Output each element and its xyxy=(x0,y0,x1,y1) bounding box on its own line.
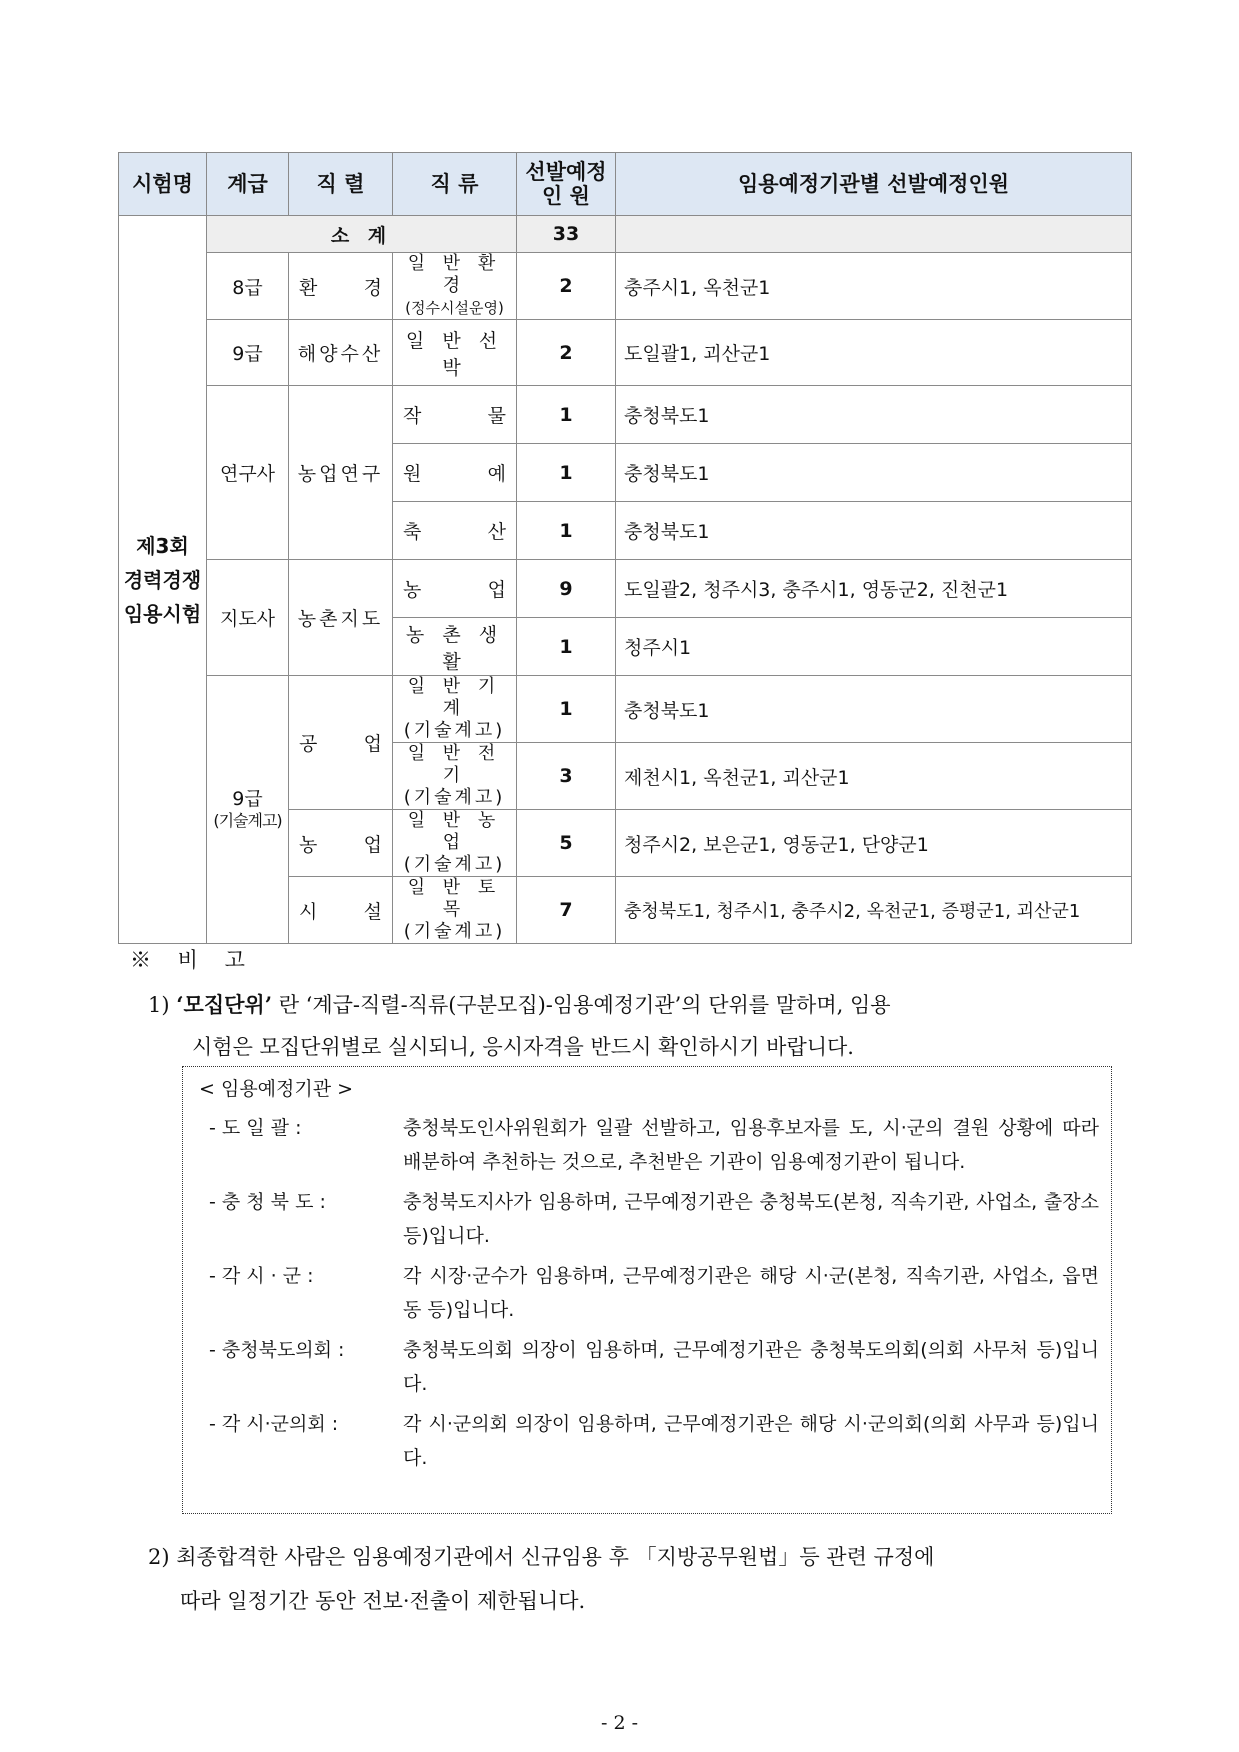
table-row: 9급 (기술계고) 공 업 일 반 기 계 (기술계고) 1 충청북도1 xyxy=(119,676,1132,743)
table-row: 일 반 전 기 (기술계고) 3 제천시1, 옥천군1, 괴산군1 xyxy=(119,743,1132,810)
header-grade: 계급 xyxy=(207,153,289,216)
box-title: < 임용예정기관 > xyxy=(199,1078,354,1100)
note-2: 2) 최종합격한 사람은 임용예정기관에서 신규임용 후 「지방공무원법」등 관련 규정에 따라 일정기간 동안 전보·전출이 제한됩니다. xyxy=(148,1545,935,1613)
subtotal-label: 소 계 xyxy=(207,216,517,253)
header-quota: 선발예정 인 원 xyxy=(517,153,616,216)
subtotal-value: 33 xyxy=(517,216,616,253)
table-row: 농 업 일 반 농 업 (기술계고) 5 청주시2, 보은군1, 영동군1, 단양군1 xyxy=(119,810,1132,877)
table-row: 원 예 1 충청북도1 xyxy=(119,444,1132,502)
remarks-title: ※ 비 고 xyxy=(130,948,255,972)
subtotal-empty xyxy=(616,216,1132,253)
definition-item: - 각 시·군의회 : 각 시·군의회 의장이 임용하며, 근무예정기관은 해당 시·군의회(의회 사무과 등)입니다. xyxy=(209,1413,1099,1469)
exam-name-cell: 제3회 경력경쟁 임용시험 xyxy=(119,216,207,944)
org-definitions-box xyxy=(182,1066,1112,1514)
header-class: 직 류 xyxy=(393,153,517,216)
table-row: 연구사 농업연구 작 물 1 충청북도1 xyxy=(119,386,1132,444)
header-exam: 시험명 xyxy=(119,153,207,216)
note-1: 1) ‘모집단위’ 란 ‘계급-직렬-직류(구분모집)-임용예정기관’의 단위를 말하며, 임용 시험은 모집단위별로 실시되니, 응시자격을 반드시 확인하시기 바랍니다. xyxy=(148,992,891,1059)
table-row: 농 촌 생 활 1 청주시1 xyxy=(119,618,1132,676)
header-orgs: 임용예정기관별 선발예정인원 xyxy=(616,153,1132,216)
table-row: 축 산 1 충청북도1 xyxy=(119,502,1132,560)
table-row: 시 설 일 반 토 목 (기술계고) 7 충청북도1, 청주시1, 충주시2, 옥천군1, 증평군1, 괴산군1 xyxy=(119,877,1132,944)
definition-item: - 각 시 · 군 : 각 시장·군수가 임용하며, 근무예정기관은 해당 시·군(본청, 직속기관, 사업소, 읍면동 등)입니다. xyxy=(209,1265,1099,1321)
page-number: - 2 - xyxy=(600,1712,638,1734)
table-row: 지도사 농촌지도 농 업 9 도일괄2, 청주시3, 충주시1, 영동군2, 진천군1 xyxy=(119,560,1132,618)
recruitment-table xyxy=(118,152,1132,944)
definition-item: - 충 청 북 도 : 충청북도지사가 임용하며, 근무예정기관은 충청북도(본청, 직속기관, 사업소, 출장소 등)입니다. xyxy=(209,1191,1099,1247)
definition-item: - 도 일 괄 : 충청북도인사위원회가 일괄 선발하고, 임용후보자를 도, 시·군의 결원 상황에 따라 배분하여 추천하는 것으로, 추천받은 기관이 임용예정기관이 됩니다. xyxy=(209,1117,1099,1173)
table-row: 9급 해양수산 일 반 선 박 2 도일괄1, 괴산군1 xyxy=(119,320,1132,386)
table-row: 8급 환 경 일 반 환 경 (정수시설운영) 2 충주시1, 옥천군1 xyxy=(119,253,1132,320)
subtotal-row xyxy=(119,216,1132,253)
header-series: 직 렬 xyxy=(289,153,393,216)
definition-item: - 충청북도의회 : 충청북도의회 의장이 임용하며, 근무예정기관은 충청북도의회(의회 사무처 등)입니다. xyxy=(209,1339,1099,1395)
table-header-row xyxy=(119,153,1132,216)
